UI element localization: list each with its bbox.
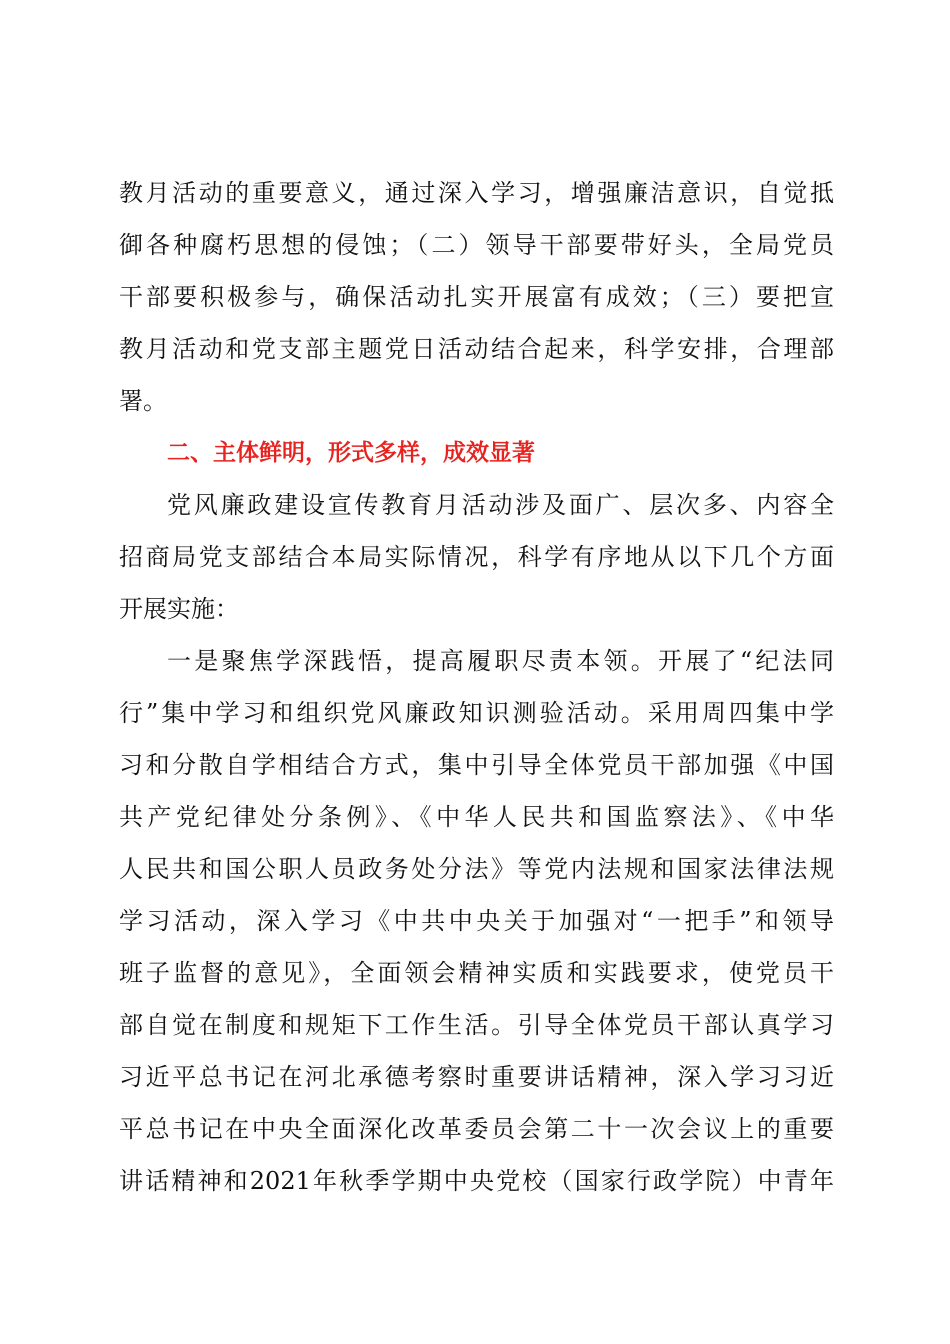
text-line: 御各种腐朽思想的侵蚀；（二）领导干部要带好头，全局党员 [119,231,834,259]
text-line: 开展实施： [119,595,239,623]
text-line: 共产党纪律处分条例》、《中华人民共和国监察法》、《中华 [119,803,834,831]
text-line: 学习活动，深入学习《中共中央关于加强对“一把手”和领导 [119,907,834,935]
text-line: 干部要积极参与，确保活动扎实开展富有成效；（三）要把宣 [119,283,834,311]
text-line: 部自觉在制度和规矩下工作生活。引导全体党员干部认真学习 [119,1011,834,1039]
text-line: 班子监督的意见》，全面领会精神实质和实践要求，使党员干 [119,959,834,987]
text-line: 平总书记在中央全面深化改革委员会第二十一次会议上的重要 [119,1115,834,1143]
text-line: 教月活动的重要意义，通过深入学习，增强廉洁意识，自觉抵 [119,179,834,207]
text-line: 招商局党支部结合本局实际情况，科学有序地从以下几个方面 [119,543,834,571]
text-line: 党风廉政建设宣传教育月活动涉及面广、层次多、内容全 [167,491,834,519]
section-heading: 二、主体鲜明，形式多样，成效显著 [167,440,535,466]
text-line: 教月活动和党支部主题党日活动结合起来，科学安排，合理部 [119,335,834,363]
text-line: 一是聚焦学深践悟，提高履职尽责本领。开展了“纪法同 [167,647,834,675]
text-line: 讲话精神和2021年秋季学期中央党校（国家行政学院）中青年 [119,1167,834,1195]
document-body [119,167,834,1207]
text-line: 人民共和国公职人员政务处分法》等党内法规和国家法律法规 [119,855,834,883]
text-line: 行”集中学习和组织党风廉政知识测验活动。采用周四集中学 [119,699,834,727]
text-line: 习和分散自学相结合方式，集中引导全体党员干部加强《中国 [119,751,834,779]
text-line: 习近平总书记在河北承德考察时重要讲话精神，深入学习习近 [119,1063,834,1091]
text-line: 署。 [119,387,167,415]
